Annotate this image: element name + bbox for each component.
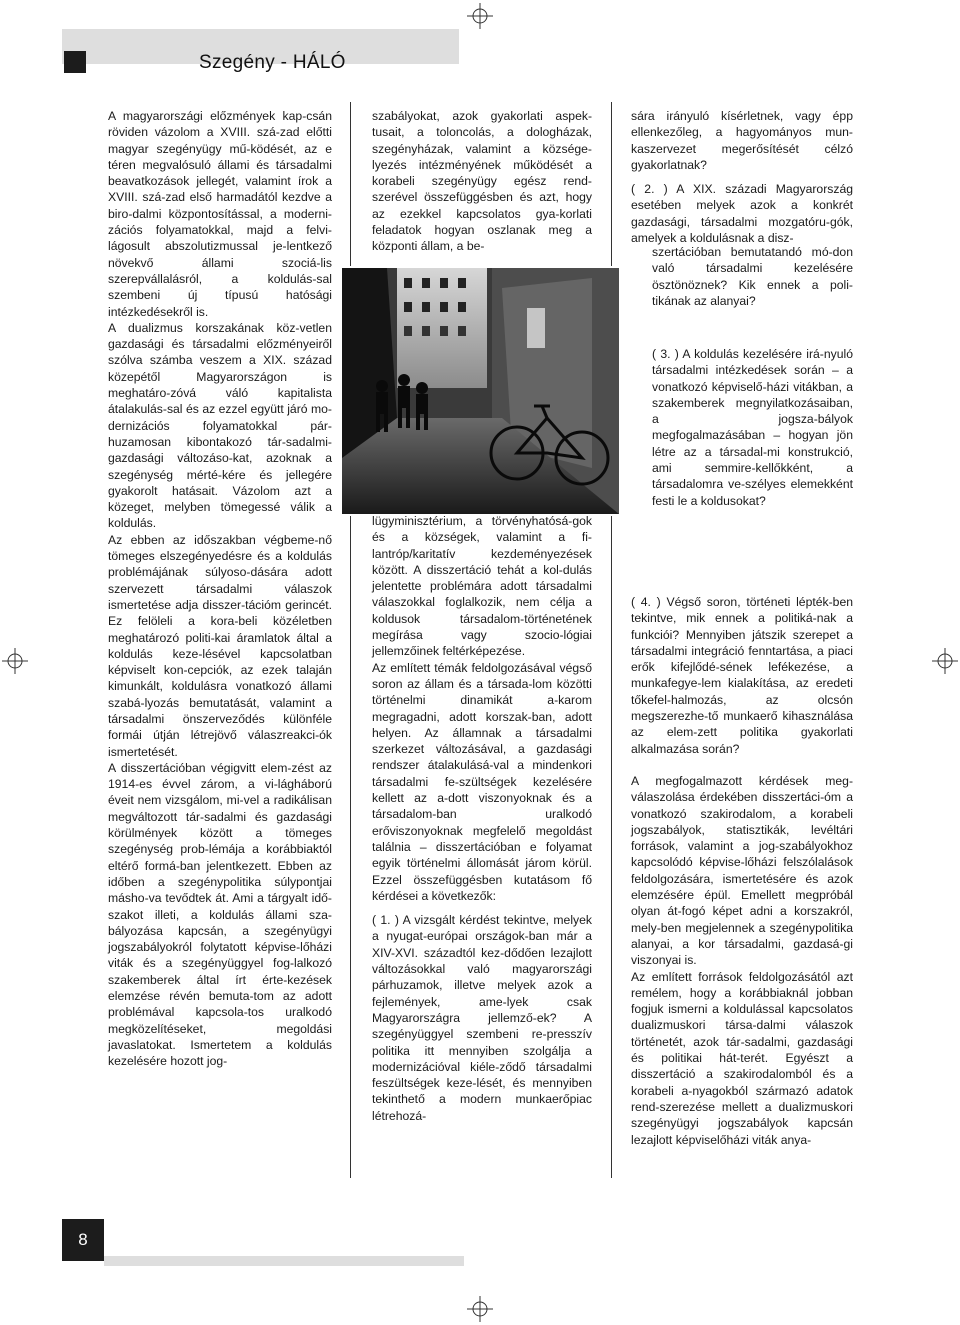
column-divider (350, 102, 351, 266)
paragraph: ( 1. ) A vizsgált kérdést tekintve, melyek a nyugat-európai országok-ban már a XIV-XVI. századtól kez-dődően lezajlott változásokkal való magyarországi párhuzamok, illetve melyek azok a fejlemények, ame-lyek csak Magyarországra jellemző-ek? A szegényüggyel szembeni re-presszív politika itt mennyiben szolgálja a modernizációval kiéle-ződő társadalmi feszültségek keze-lését, és mennyiben tekinthető a modern munkaerőpiac létrehozá- (372, 913, 592, 1123)
text-column-1 (108, 108, 332, 1070)
paragraph: A dualizmus korszakának köz-vetlen gazdasági és társadalmi előzményeiről szólva számba veszem a XIX. század közepétől Magyarországon is meghatáro-zóvá váló kapitalista átalakulás-sal és az ezzel együtt járó mo-dernizációs folyamatokkal pár-huzamosan kibontakozó tár-sadalmi-gazdasági változáso-kat, azoknak a szegénység mérté-kére és jellegére gyakorolt hatásait. Vázolom azt a közeget, melyben tömegessé válik a koldulás. (108, 320, 332, 531)
text-column-2-bottom (372, 513, 592, 1124)
column-divider (611, 102, 612, 266)
page-number: 8 (62, 1219, 104, 1261)
registration-mark-icon (932, 648, 958, 674)
paragraph: ( 4. ) Végső soron, történeti lépték-ben tekintve, mik ennek a politiká-nak a funkciói? Mennyiben játszik szerepet a társadalmi integráció fenntartása, a piaci erők kifejlődé-sének lefékezése, a munkafegye-lem kialakítása, az eredeti tőkefel-halmozás, az olcsón megszerezhe-tő munkaerő kihasználása az elem-zett politika gyakorlati alkalmazása során? (631, 595, 853, 756)
paragraph: Az említett témák feldolgozásával végső soron az állam és a társada-lom közötti történelmi dinamikát a-karom megragadni, adott korszak-ban, adott helyen. Az államnak a társadalmi szerkezet változásával, a gazdasági rendszer átalakulásá-val a mindenkori társadalmi fe-szültségek kezelésére kellett az a-dott viszonyoknak és a társadalom-ban uralkodó erőviszonyoknak megfelelő megoldást találnia – disszertációban e folyamat egyik történelmi állomását járom körül. Ezzel összefüggésben kutatásom fő kérdései a következők: (372, 660, 592, 903)
paragraph: sára irányuló kísérletnek, vagy épp ellenkezőleg, a hagyományos mun-kaszervezet megerősítését célzó gyakorlatnak? (631, 109, 853, 172)
paragraph: Az említett források feldolgozásától azt remélem, hogy a korábbiaknál jobban fogjuk ismerni a koldulással kapcsolatos dualizmuskori társa-dalmi válaszok történetét, azok tár-sadalmi, gazdasági és politikai hát-terét. Egyészt a disszertáció a szakirodalomból és a korabeli a-nyagokból származó adatok rend-szerezése mellett a dualizmuskori szegényügyi jogszabályok kapcsán lezajlott képviselőházi viták anya- (631, 969, 853, 1147)
text-wrap-block: szertációban bemutatandó mó-don való társadalmi kezelésére ösztönöznek? Kik ennek a poli-tikának az alanyai? (652, 245, 853, 308)
column-divider (350, 516, 351, 1178)
paragraph: ( 2. ) A XIX. századi Magyarország esetében melyek azok a konkrét gazdasági, társadalmi mozgatóru-gók, amelyek a koldulásnak a disz- (631, 182, 853, 246)
page-title: Szegény - HÁLÓ (199, 52, 346, 73)
paragraph: A disszertációban végigvitt elem-zést az 1914-es évvel zárom, a vi-lágháború éveit nem vizsgálom, mi-vel a radikálisan megváltozott tár-sadalmi és gazdasági körülmények között a tömeges szegénység prob-lémája a korábbiaktól eltérő formá-ban jelentkezett. Ebben az időben a szegénypolitika súlypontjai másho-va tevődtek át. Ami a tárgyalt idő-szakot illeti, a koldulás állami sza-bályozása kapcsán, a szegényügyi jogszabályokról folytatott képvise-lőházi viták és a szegényüggyel fog-lalkozó szakemberek által írt érte-kezések elemzése révén bemuta-tom az adott problémával kapcsola-tos uralkodó megközelítéseket, megoldási javaslatokat. Ismertetem a koldulás kezelésére hozott jog- (108, 760, 332, 1069)
header-square (64, 51, 86, 73)
paragraph: lügyminisztérium, a törvényhatósá-gok és a községek, valamint a fi-lantróp/karitatív kezdeményezések között. A disszertáció tehát a kol-dulás jelentette problémára adott társadalmi válaszokkal foglalkozik, nem célja a koldusok társadalom-történetének megírása vagy szocio-lógiai jellemzőinek feltérképezése. (372, 514, 592, 659)
paragraph: A megfogalmazott kérdések meg-válaszolása érdekében disszertáci-óm a vonatkozó szakirodalom, a korabeli jogszabályok, statisztikák, levéltári források, valamint a jog-szabályokhoz kapcsolódó képvise-lőházi felszólalások feldolgozására, ismertetésére és azok elemzésére épül. Emellett megpróbál olyan át-fogó képet adni a korszakról, mely-ben megjelennek a szegénypolitika alanyai, a kor társadalmi, gazdasá-gi viszonyai is. (631, 773, 853, 968)
text-column-3-top (631, 108, 853, 246)
paragraph: Az ebben az időszakban végbeme-nő tömeges elszegényedésre és a koldulás problémájának súlyoso-dására adott szervezett társadalmi válaszok ismertetése adja disszer-tációm gerincét. Ez felöleli a kora-beli közéletben meghatározó politi-kai áramlatok által a koldulás keze-lésével kapcsolatban képviselt kon-cepciók, az ezek talaján kimunkált, koldulásra vonatkozó állami szabá-lyozás bemutatását, valamint a társadalmi önszerveződés különféle formái útján létrejövő válaszreakci-ók ismertetését. (108, 532, 332, 759)
paragraph: A magyarországi előzmények kap-csán röviden vázolom a XVIII. szá-zad előtti magyar szegényügy mű-ködését, az e téren megvalósuló állami és társadalmi beavatkozások jellegét, valamint írok a XVIII. szá-zad első harmadától kezdve a biro-dalmi központosítással, a moderni-zációs folyamatokkal, majd a felvi-lágosult abszolutizmussal je-lentkező növekvő állami szociá-lis szerepvállalásról, a koldulás-sal szembeni új típusú hatósági intézkedésekről is. (108, 109, 332, 319)
street-photo-icon (342, 268, 619, 514)
registration-mark-icon (467, 1296, 493, 1322)
text-column-2-top (372, 108, 592, 255)
footer-bar (104, 1256, 464, 1266)
text-column-3-bottom (631, 594, 853, 1148)
registration-mark-icon (2, 648, 28, 674)
street-photo (342, 268, 619, 514)
registration-mark-icon (467, 3, 493, 29)
column-divider (611, 516, 612, 1178)
paragraph: szabályokat, azok gyakorlati aspek-tusait, a toloncolás, a dologházak, szegényházak, valamint a községe-lyezés intézményének működését a korabeli szegényügy egész rend-szerével összefüggésben és azt, hogy az ezekkel kapcsolatos gya-korlati feladatok hogyan oszlanak meg a központi állam, a be- (372, 109, 592, 254)
text-wrap-block: ( 3. ) A koldulás kezelésére irá-nyuló társadalmi intézkedések során – a vonatkozó képviselő-házi vitákban, a szakemberek megnyilatkozásaiban, a jogsza-bályok megfogalmazásában – hogyan jön létre az a társadal-mi konstrukció, ami semmire-kellőkként, a társadalomra ve-szélyes elemekként festi le a koldusokat? (652, 347, 853, 508)
